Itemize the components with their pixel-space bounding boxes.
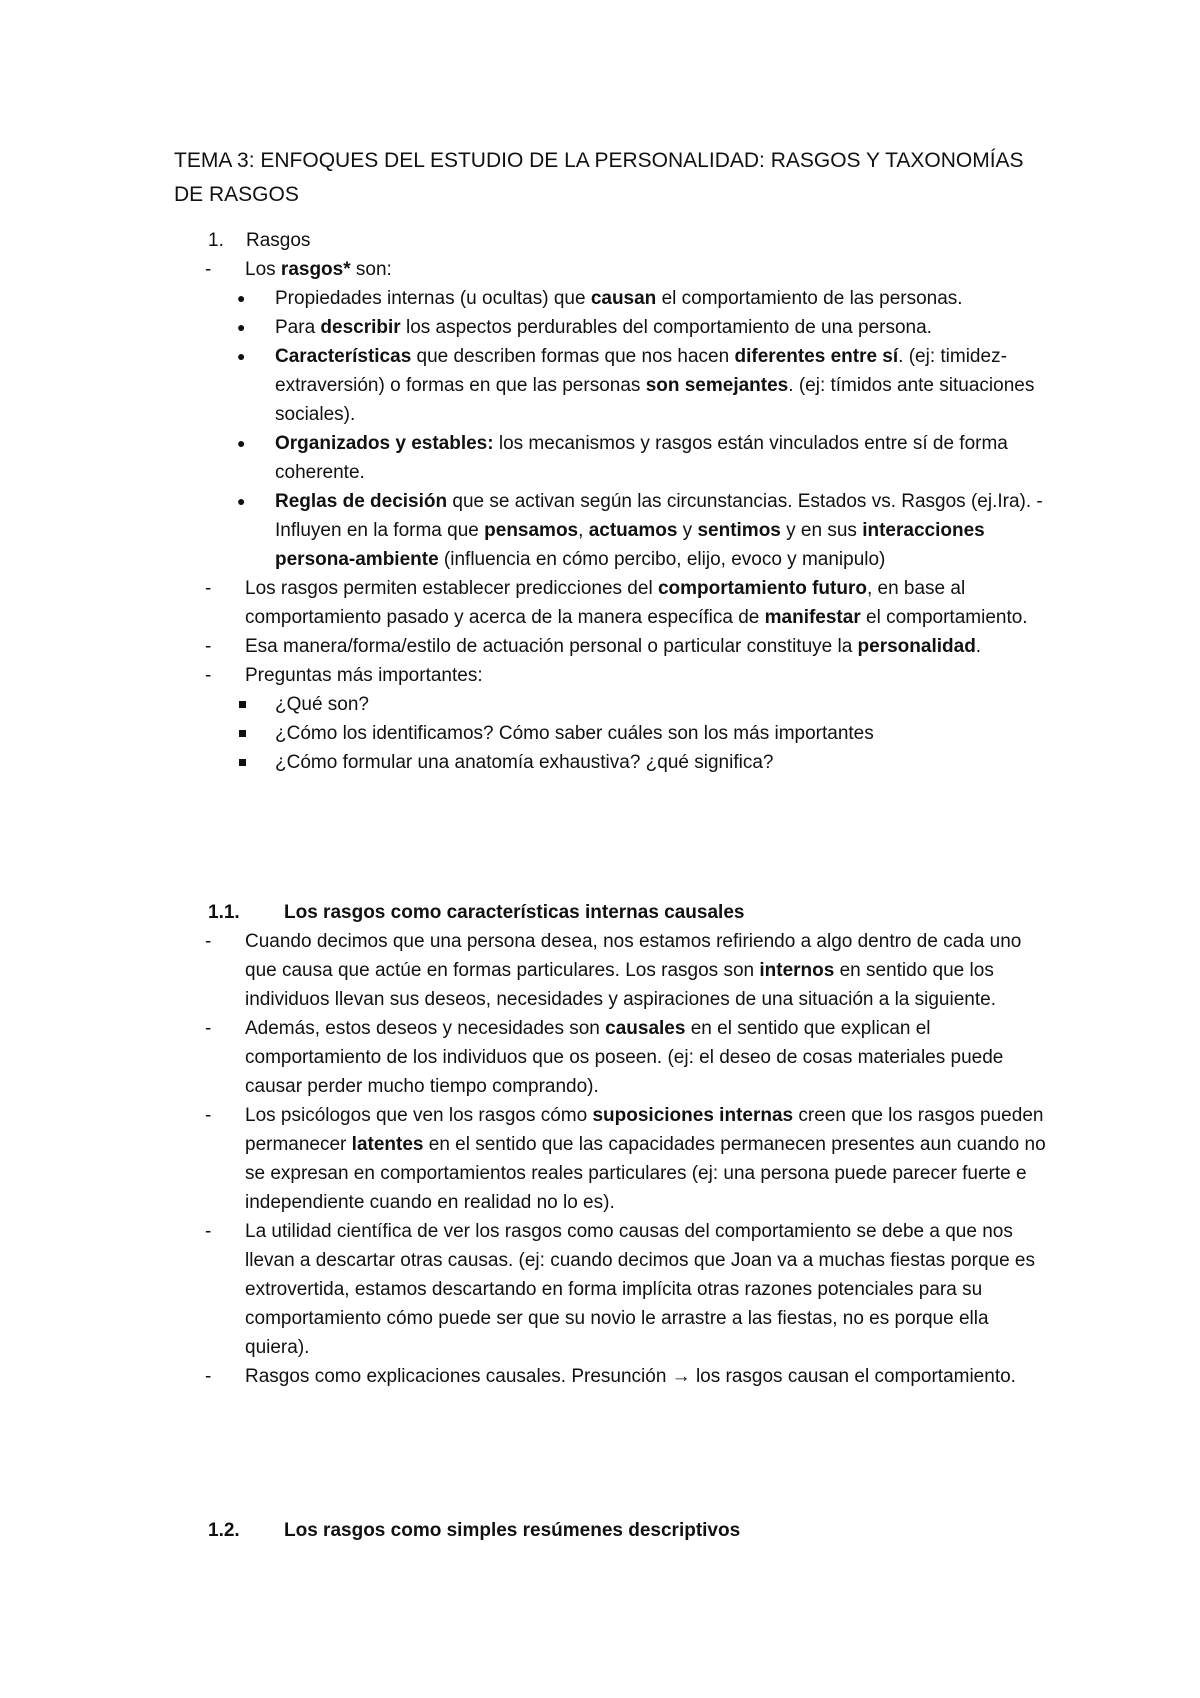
question-item <box>205 690 1055 719</box>
bullet-item <box>205 284 1055 313</box>
dash-marker: - <box>205 931 212 952</box>
bold-run: sentimos <box>697 520 781 541</box>
text-run: Los psicólogos que ven los rasgos cómo <box>245 1105 593 1126</box>
section-1-1-heading <box>208 898 744 927</box>
bullet-item <box>205 487 1055 574</box>
text-run: (influencia en cómo percibo, elijo, evoco y manipulo) <box>438 549 886 570</box>
dash-marker: - <box>205 1018 212 1039</box>
square-bullet-icon <box>239 701 246 708</box>
text-run: Además, estos deseos y necesidades son <box>245 1018 606 1039</box>
text-run: los mecanismos y rasgos están vinculados entre sí de forma coherente. <box>275 433 1008 483</box>
text-run: Rasgos como explicaciones causales. Presunción <box>245 1366 672 1387</box>
square-bullet-icon <box>239 730 246 737</box>
text-run: el comportamiento de las personas. <box>656 288 963 309</box>
bullet-icon: ● <box>237 435 246 451</box>
text-run: Para <box>275 317 321 338</box>
text-run: los rasgos causan el comportamiento. <box>690 1366 1016 1387</box>
text-run: Propiedades internas (u ocultas) que <box>275 288 591 309</box>
text-run: que describen formas que nos hacen <box>411 346 735 367</box>
question-item <box>205 748 1055 777</box>
bullet-icon: ● <box>237 290 246 306</box>
bold-run: internos <box>759 960 835 981</box>
list-item <box>205 1101 1055 1217</box>
text-run: . (ej: tímidos ante situaciones sociales). <box>275 375 1035 425</box>
dash-marker: - <box>205 1221 212 1242</box>
dash-marker: - <box>205 259 212 280</box>
bold-run: latentes <box>351 1134 424 1155</box>
bold-run: diferentes entre sí <box>734 346 899 367</box>
section-1-1-list <box>205 927 1055 1391</box>
list-item <box>205 927 1055 1014</box>
bold-run: causales <box>605 1018 686 1039</box>
dash-marker: - <box>205 665 212 686</box>
bold-run: son semejantes <box>645 375 789 396</box>
square-bullet-icon <box>239 759 246 766</box>
list-item <box>205 632 1055 661</box>
text-run: que se activan según las circunstancias. Estados vs. Rasgos (ej.Ira). - Influyen en la forma que <box>275 491 1043 541</box>
list-item <box>205 1014 1055 1101</box>
text-run: son: <box>350 259 392 280</box>
dash-marker: - <box>205 1366 212 1387</box>
section-1-heading <box>208 226 310 255</box>
bullet-item <box>205 342 1055 429</box>
section-1-2-title: Los rasgos como simples resúmenes descriptivos <box>284 1520 741 1541</box>
text-run: Los rasgos permiten establecer predicciones del <box>245 578 658 599</box>
text-run: los aspectos perdurables del comportamiento de una persona. <box>400 317 932 338</box>
bullet-icon: ● <box>237 319 246 335</box>
text-run: y en sus <box>780 520 863 541</box>
text-run: Cuando decimos que una persona desea, nos estamos refiriendo a algo dentro de cada uno que causa que actúe en formas particulares. Los rasgos son <box>245 931 1022 981</box>
bold-run: Reglas de decisión <box>275 491 448 512</box>
document-title: TEMA 3: ENFOQUES DEL ESTUDIO DE LA PERSONALIDAD: RASGOS Y TAXONOMÍAS DE RASGOS <box>174 149 1024 206</box>
section-1-2-number: 1.2. <box>208 1520 240 1541</box>
bullet-list <box>205 284 1055 574</box>
text-run: , <box>578 520 589 541</box>
dash-marker: - <box>205 636 212 657</box>
text-run: en sentido que los individuos llevan sus deseos, necesidades y aspiraciones de una situación a la siguiente. <box>245 960 996 1010</box>
bullet-item <box>205 429 1055 487</box>
arrow-right-icon: → <box>671 1366 691 1387</box>
text-run: ¿Cómo formular una anatomía exhaustiva? ¿qué significa? <box>275 752 774 773</box>
bold-run: pensamos <box>484 520 579 541</box>
question-list <box>205 690 1055 777</box>
section-1-number: 1. <box>208 230 224 251</box>
section-1-1-number: 1.1. <box>208 902 240 923</box>
section-1-title: Rasgos <box>246 230 311 251</box>
bullet-item <box>205 313 1055 342</box>
bold-run: Características <box>275 346 412 367</box>
list-item <box>205 1217 1055 1362</box>
dash-marker: - <box>205 1105 212 1126</box>
bold-run: describir <box>320 317 401 338</box>
text-run: . <box>975 636 982 657</box>
text-run: en el sentido que las capacidades permanecen presentes aun cuando no se expresan en comportamientos reales particulares (ej: una persona puede parecer fuerte e independiente cuando en realidad no lo es). <box>245 1134 1046 1213</box>
bullet-icon: ● <box>237 493 246 509</box>
section-1-2-heading <box>208 1516 740 1545</box>
text-run: . (ej: timidez-extraversión) o formas en que las personas <box>275 346 1007 396</box>
text-run: y <box>677 520 698 541</box>
bold-run: causan <box>590 288 657 309</box>
text-run: La utilidad científica de ver los rasgos como causas del comportamiento se debe a que nos llevan a descartar otras causas. (ej: cuando decimos que Joan va a muchas fiestas porque es extrovertida, estamos descartando en forma implícita otras razones potenciales para su comportamiento cómo puede ser que su novio le arrastre a las fiestas, no es porque ella quiera). <box>245 1221 1035 1358</box>
bold-run: personalidad <box>857 636 976 657</box>
bold-run: manifestar <box>764 607 861 628</box>
question-item <box>205 719 1055 748</box>
text-run: creen que los rasgos pueden permanecer <box>245 1105 1044 1155</box>
section-1-list <box>205 255 1055 777</box>
text-run: , en base al comportamiento pasado y acerca de la manera específica de <box>245 578 966 628</box>
bold-run: Organizados y estables: <box>275 433 494 454</box>
list-item <box>205 574 1055 632</box>
text-run: ¿Qué son? <box>275 694 369 715</box>
bold-run: actuamos <box>588 520 678 541</box>
dash-marker: - <box>205 578 212 599</box>
bold-run: comportamiento futuro <box>657 578 867 599</box>
list-item <box>205 661 1055 777</box>
text-run: en el sentido que explican el comportamiento de los individuos que os poseen. (ej: el deseo de cosas materiales puede causar perder mucho tiempo comprando). <box>245 1018 1004 1097</box>
text-run: Preguntas más importantes: <box>245 665 483 686</box>
text-run: ¿Cómo los identificamos? Cómo saber cuáles son los más importantes <box>275 723 874 744</box>
text-run: Esa manera/forma/estilo de actuación personal o particular constituye la <box>245 636 858 657</box>
list-item <box>205 1362 1055 1391</box>
text-run: el comportamiento. <box>860 607 1028 628</box>
bold-run: suposiciones internas <box>592 1105 794 1126</box>
bold-run: interacciones persona-ambiente <box>275 520 985 570</box>
bold-run: rasgos* <box>280 259 351 280</box>
list-item <box>205 255 1055 574</box>
section-1-1-title: Los rasgos como características internas causales <box>284 902 745 923</box>
text-run: Los <box>245 259 281 280</box>
bullet-icon: ● <box>237 348 246 364</box>
